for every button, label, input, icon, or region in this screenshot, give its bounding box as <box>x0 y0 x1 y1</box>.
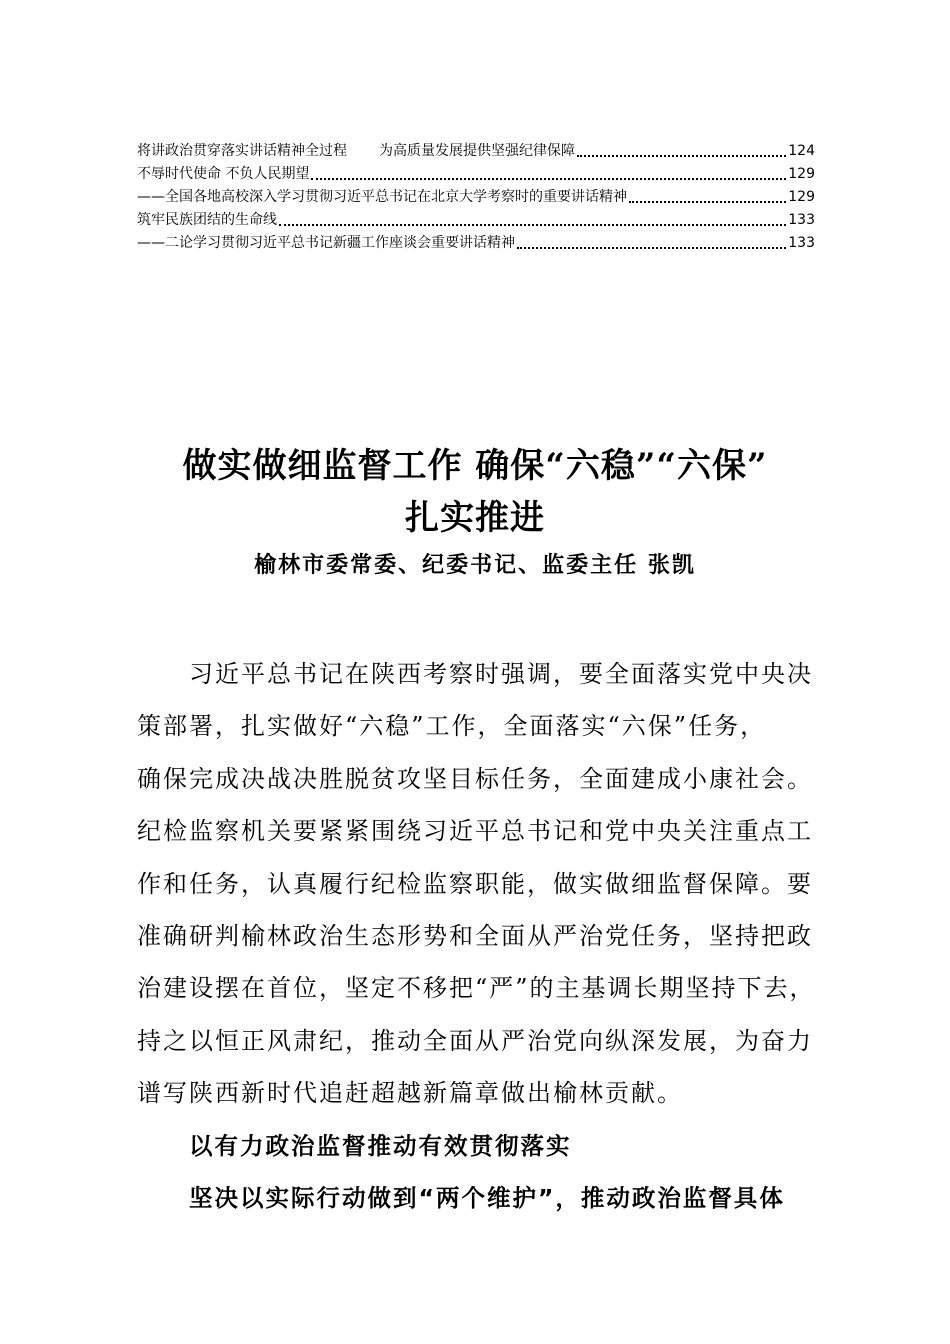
toc-page-number: 129 <box>788 189 815 205</box>
toc-entry-title: 筑牢民族团结的生命线 <box>137 212 277 228</box>
body-line: 习近平总书记在陕西考察时强调，要全面落实党中央决 <box>189 660 813 688</box>
article-title-line-2: 扎实推进 <box>405 498 545 538</box>
article-author: 榆林市委常委、纪委书记、监委主任 张凯 <box>254 553 696 578</box>
toc-leader-dots <box>577 155 786 157</box>
body-line: 确保完成决战决胜脱贫攻坚目标任务，全面建成小康社会。 <box>137 764 813 793</box>
toc-entry-subtitle: 为高质量发展提供坚强纪律保障 <box>379 143 575 159</box>
toc-entry-title: ——全国各地高校深入学习贯彻习近平总书记在北京大学考察时的重要讲话精神 <box>137 189 627 205</box>
article-title-line-1: 做实做细监督工作 确保“六稳”“六保” <box>182 446 768 486</box>
toc-entry[interactable] <box>137 209 815 232</box>
toc-leader-dots <box>279 224 786 226</box>
toc-page-number: 133 <box>788 212 815 228</box>
toc-page-number: 124 <box>788 143 815 159</box>
toc-leader-dots <box>517 247 786 249</box>
table-of-contents <box>137 140 815 255</box>
section-heading: 以有力政治监督推动有效贯彻落实 <box>189 1131 572 1160</box>
toc-leader-dots <box>629 201 786 203</box>
toc-entry-title: 将讲政治贯穿落实讲话精神全过程 <box>137 143 347 159</box>
body-line: 策部署，扎实做好“六稳”工作，全面落实“六保”任务， <box>137 712 767 741</box>
toc-entry[interactable] <box>137 140 815 163</box>
toc-entry[interactable] <box>137 163 815 186</box>
toc-page-number: 129 <box>788 166 815 182</box>
body-line: 谱写陕西新时代追赶超越新篇章做出榆林贡献。 <box>137 1079 683 1108</box>
toc-entry-title: 不辱时代使命 不负人民期望 <box>137 166 310 182</box>
toc-entry[interactable] <box>137 186 815 209</box>
toc-entry[interactable] <box>137 232 815 255</box>
body-line-bold: 坚决以实际行动做到“两个维护”，推动政治监督具体 <box>189 1183 785 1212</box>
body-line: 纪检监察机关要紧紧围绕习近平总书记和党中央关注重点工 <box>137 817 813 846</box>
body-line: 持之以恒正风肃纪，推动全面从严治党向纵深发展，为奋力 <box>137 1026 813 1055</box>
toc-leader-dots <box>311 178 786 180</box>
toc-page-number: 133 <box>788 235 815 251</box>
body-line: 作和任务，认真履行纪检监察职能，做实做细监督保障。要 <box>137 869 813 898</box>
body-line: 准确研判榆林政治生态形势和全面从严治党任务，坚持把政 <box>137 921 813 950</box>
article-body <box>137 648 827 1224</box>
body-line: 治建设摆在首位，坚定不移把“严”的主基调长期坚持下去， <box>137 974 816 1003</box>
toc-entry-title: ——二论学习贯彻习近平总书记新疆工作座谈会重要讲话精神 <box>137 235 515 251</box>
